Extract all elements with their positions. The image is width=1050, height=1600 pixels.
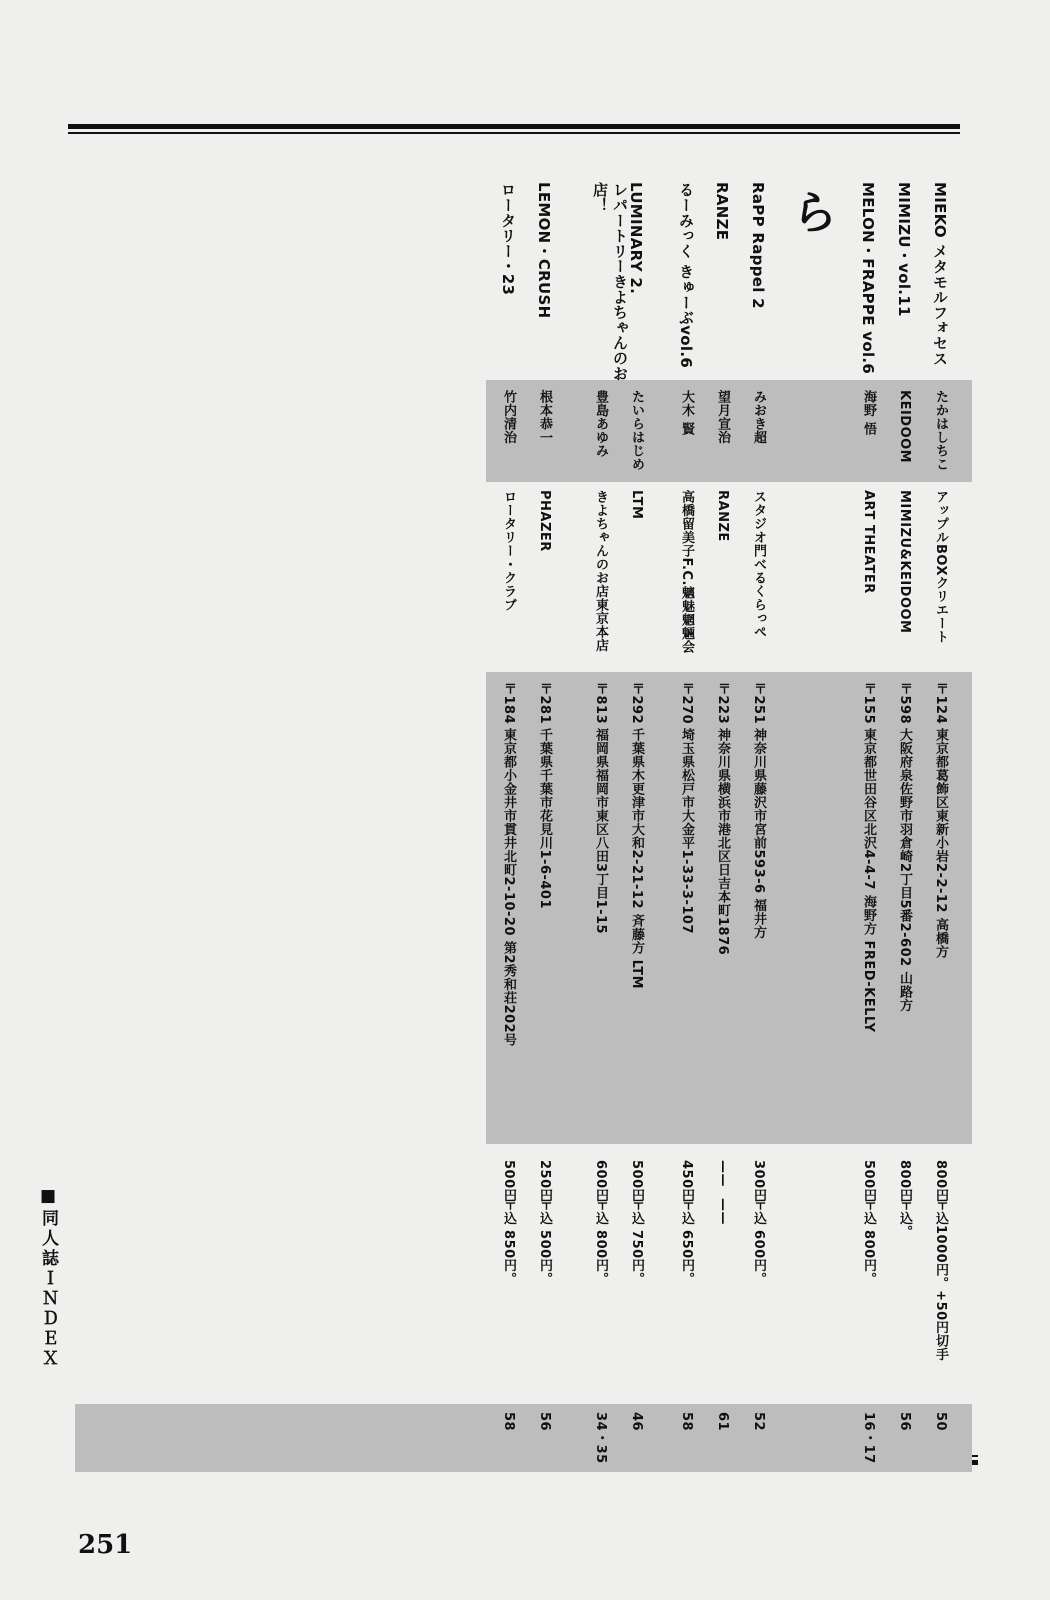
page-band bbox=[75, 1404, 972, 1472]
entry-page: 56 bbox=[537, 1412, 552, 1432]
entry-price: 500円 bbox=[861, 1160, 876, 1203]
entry-title: るーみっく きゅーぶvol.6 bbox=[677, 182, 695, 369]
entry-address: 千葉県木更津市大和2-21-12 斉藤方 LTM bbox=[629, 728, 644, 990]
entry-postal: 〒292 bbox=[629, 682, 644, 725]
entry-mail: 〒込 750円。 bbox=[629, 1198, 644, 1286]
entry-address: 神奈川県横浜市港北区日吉本町1876 bbox=[715, 728, 730, 956]
entry-page: 56 bbox=[897, 1412, 912, 1432]
entry-address: 千葉県千葉市花見川1-6-401 bbox=[537, 728, 552, 910]
entry-title: RANZE bbox=[713, 182, 731, 241]
entry-title: MELON・FRAPPE vol.6 bbox=[859, 182, 877, 375]
entry-mail: 〒込 600円。 bbox=[751, 1198, 766, 1286]
entry-author: 竹内清治 bbox=[501, 390, 516, 444]
entry-postal: 〒124 bbox=[933, 682, 948, 725]
entry-page: 34・35 bbox=[593, 1412, 608, 1464]
entry-address: 大阪府泉佐野市羽倉崎2丁目5番2-602 山路方 bbox=[897, 728, 912, 1013]
entry-author: 根本恭一 bbox=[537, 390, 552, 444]
entry-mail: 〒込 850円。 bbox=[501, 1198, 516, 1286]
side-label: ■同人誌ＩＮＤＥＸ bbox=[38, 1186, 58, 1369]
entry-title: ロータリー・23 bbox=[499, 182, 517, 296]
entry-address: 東京都世田谷区北沢4-4-7 海野方 FRED-KELLY bbox=[861, 728, 876, 1033]
entry-author: KEIDOOM bbox=[897, 390, 912, 464]
entry-mail: —— bbox=[715, 1198, 730, 1225]
entry-author: 望月宣治 bbox=[715, 390, 730, 444]
entry-address: 埼玉県松戸市大金平1-33-3-107 bbox=[679, 728, 694, 935]
entry-title: LUMINARY 2. bbox=[627, 182, 645, 295]
entry-mail: 〒込。 bbox=[897, 1198, 912, 1239]
entry-postal: 〒598 bbox=[897, 682, 912, 725]
entry-circle: スタジオ門べるくらっぺ bbox=[751, 490, 766, 639]
entry-price: 800円 bbox=[897, 1160, 912, 1203]
entry-page: 50 bbox=[933, 1412, 948, 1432]
entry-price: 500円 bbox=[501, 1160, 516, 1203]
entry-mail: 〒込 500円。 bbox=[537, 1198, 552, 1286]
entry-author: 大木 賢 bbox=[679, 390, 694, 436]
page-number: 251 bbox=[78, 1530, 133, 1560]
entry-title: MIMIZU・vol.11 bbox=[895, 182, 913, 317]
entry-postal: 〒270 bbox=[679, 682, 694, 725]
entry-circle: MIMIZU&KEIDOOM bbox=[897, 490, 912, 634]
entry-mail: 〒込 800円。 bbox=[861, 1198, 876, 1286]
entry-author: たかはしちこ bbox=[933, 390, 948, 471]
entry-price: 250円 bbox=[537, 1160, 552, 1203]
entry-page: 16・17 bbox=[861, 1412, 876, 1464]
entry-postal: 〒155 bbox=[861, 682, 876, 725]
entry-price: —— bbox=[715, 1160, 730, 1187]
entry-title: MIEKO メタモルフォセス bbox=[931, 182, 949, 366]
entry-mail: 〒込1000円。+50円切手 bbox=[933, 1198, 948, 1362]
entry-title: LEMON・CRUSH bbox=[535, 182, 553, 319]
entry-circle: ART THEATER bbox=[861, 490, 876, 594]
entry-circle: アップルBOXクリエート bbox=[933, 490, 948, 644]
entry-price: 500円 bbox=[629, 1160, 644, 1203]
entry-page: 61 bbox=[715, 1412, 730, 1432]
entry-postal: 〒813 bbox=[593, 682, 608, 725]
entry-address: 神奈川県藤沢市宮前593-6 福井方 bbox=[751, 728, 766, 940]
entry-author: たいらはじめ bbox=[629, 390, 644, 471]
entry-circle: PHAZER bbox=[537, 490, 552, 552]
entry-page: 46 bbox=[629, 1412, 644, 1432]
entry-price: 300円 bbox=[751, 1160, 766, 1203]
entry-circle: 高橋留美子F.C.魑魅魍魎会 bbox=[679, 490, 694, 654]
entry-postal: 〒281 bbox=[537, 682, 552, 725]
entry-author: 海野 悟 bbox=[861, 390, 876, 436]
entry-address: 福岡県福岡市東区八田3丁目1-15 bbox=[593, 728, 608, 935]
entry-postal: 〒223 bbox=[715, 682, 730, 725]
entry-title: レパートリーきよちゃんのお店！ bbox=[591, 182, 629, 381]
entry-author: 豊島あゆみ bbox=[593, 390, 608, 458]
entry-mail: 〒込 800円。 bbox=[593, 1198, 608, 1286]
entry-circle: LTM bbox=[629, 490, 644, 520]
section-letter: ら bbox=[785, 188, 839, 234]
entry-page: 58 bbox=[679, 1412, 694, 1432]
top-rule-thin bbox=[68, 132, 960, 134]
entry-author: みおき超 bbox=[751, 390, 766, 444]
entry-price: 450円 bbox=[679, 1160, 694, 1203]
entry-title: RaPP Rappel 2 bbox=[749, 182, 767, 309]
entry-mail: 〒込 650円。 bbox=[679, 1198, 694, 1286]
top-rule-thick bbox=[68, 124, 960, 129]
entry-page: 52 bbox=[751, 1412, 766, 1432]
entry-page: 58 bbox=[501, 1412, 516, 1432]
entry-circle: RANZE bbox=[715, 490, 730, 542]
entry-circle: ロータリー・クラブ bbox=[501, 490, 516, 612]
entry-price: 800円 bbox=[933, 1160, 948, 1203]
entry-address: 東京都小金井市貫井北町2-10-20 第2秀和荘202号 bbox=[501, 728, 516, 1047]
entry-address: 東京都葛飾区東新小岩2-2-12 高橋方 bbox=[933, 728, 948, 959]
entry-postal: 〒251 bbox=[751, 682, 766, 725]
entry-postal: 〒184 bbox=[501, 682, 516, 725]
entry-price: 600円 bbox=[593, 1160, 608, 1203]
entry-circle: きよちゃんのお店東京本店 bbox=[593, 490, 608, 652]
